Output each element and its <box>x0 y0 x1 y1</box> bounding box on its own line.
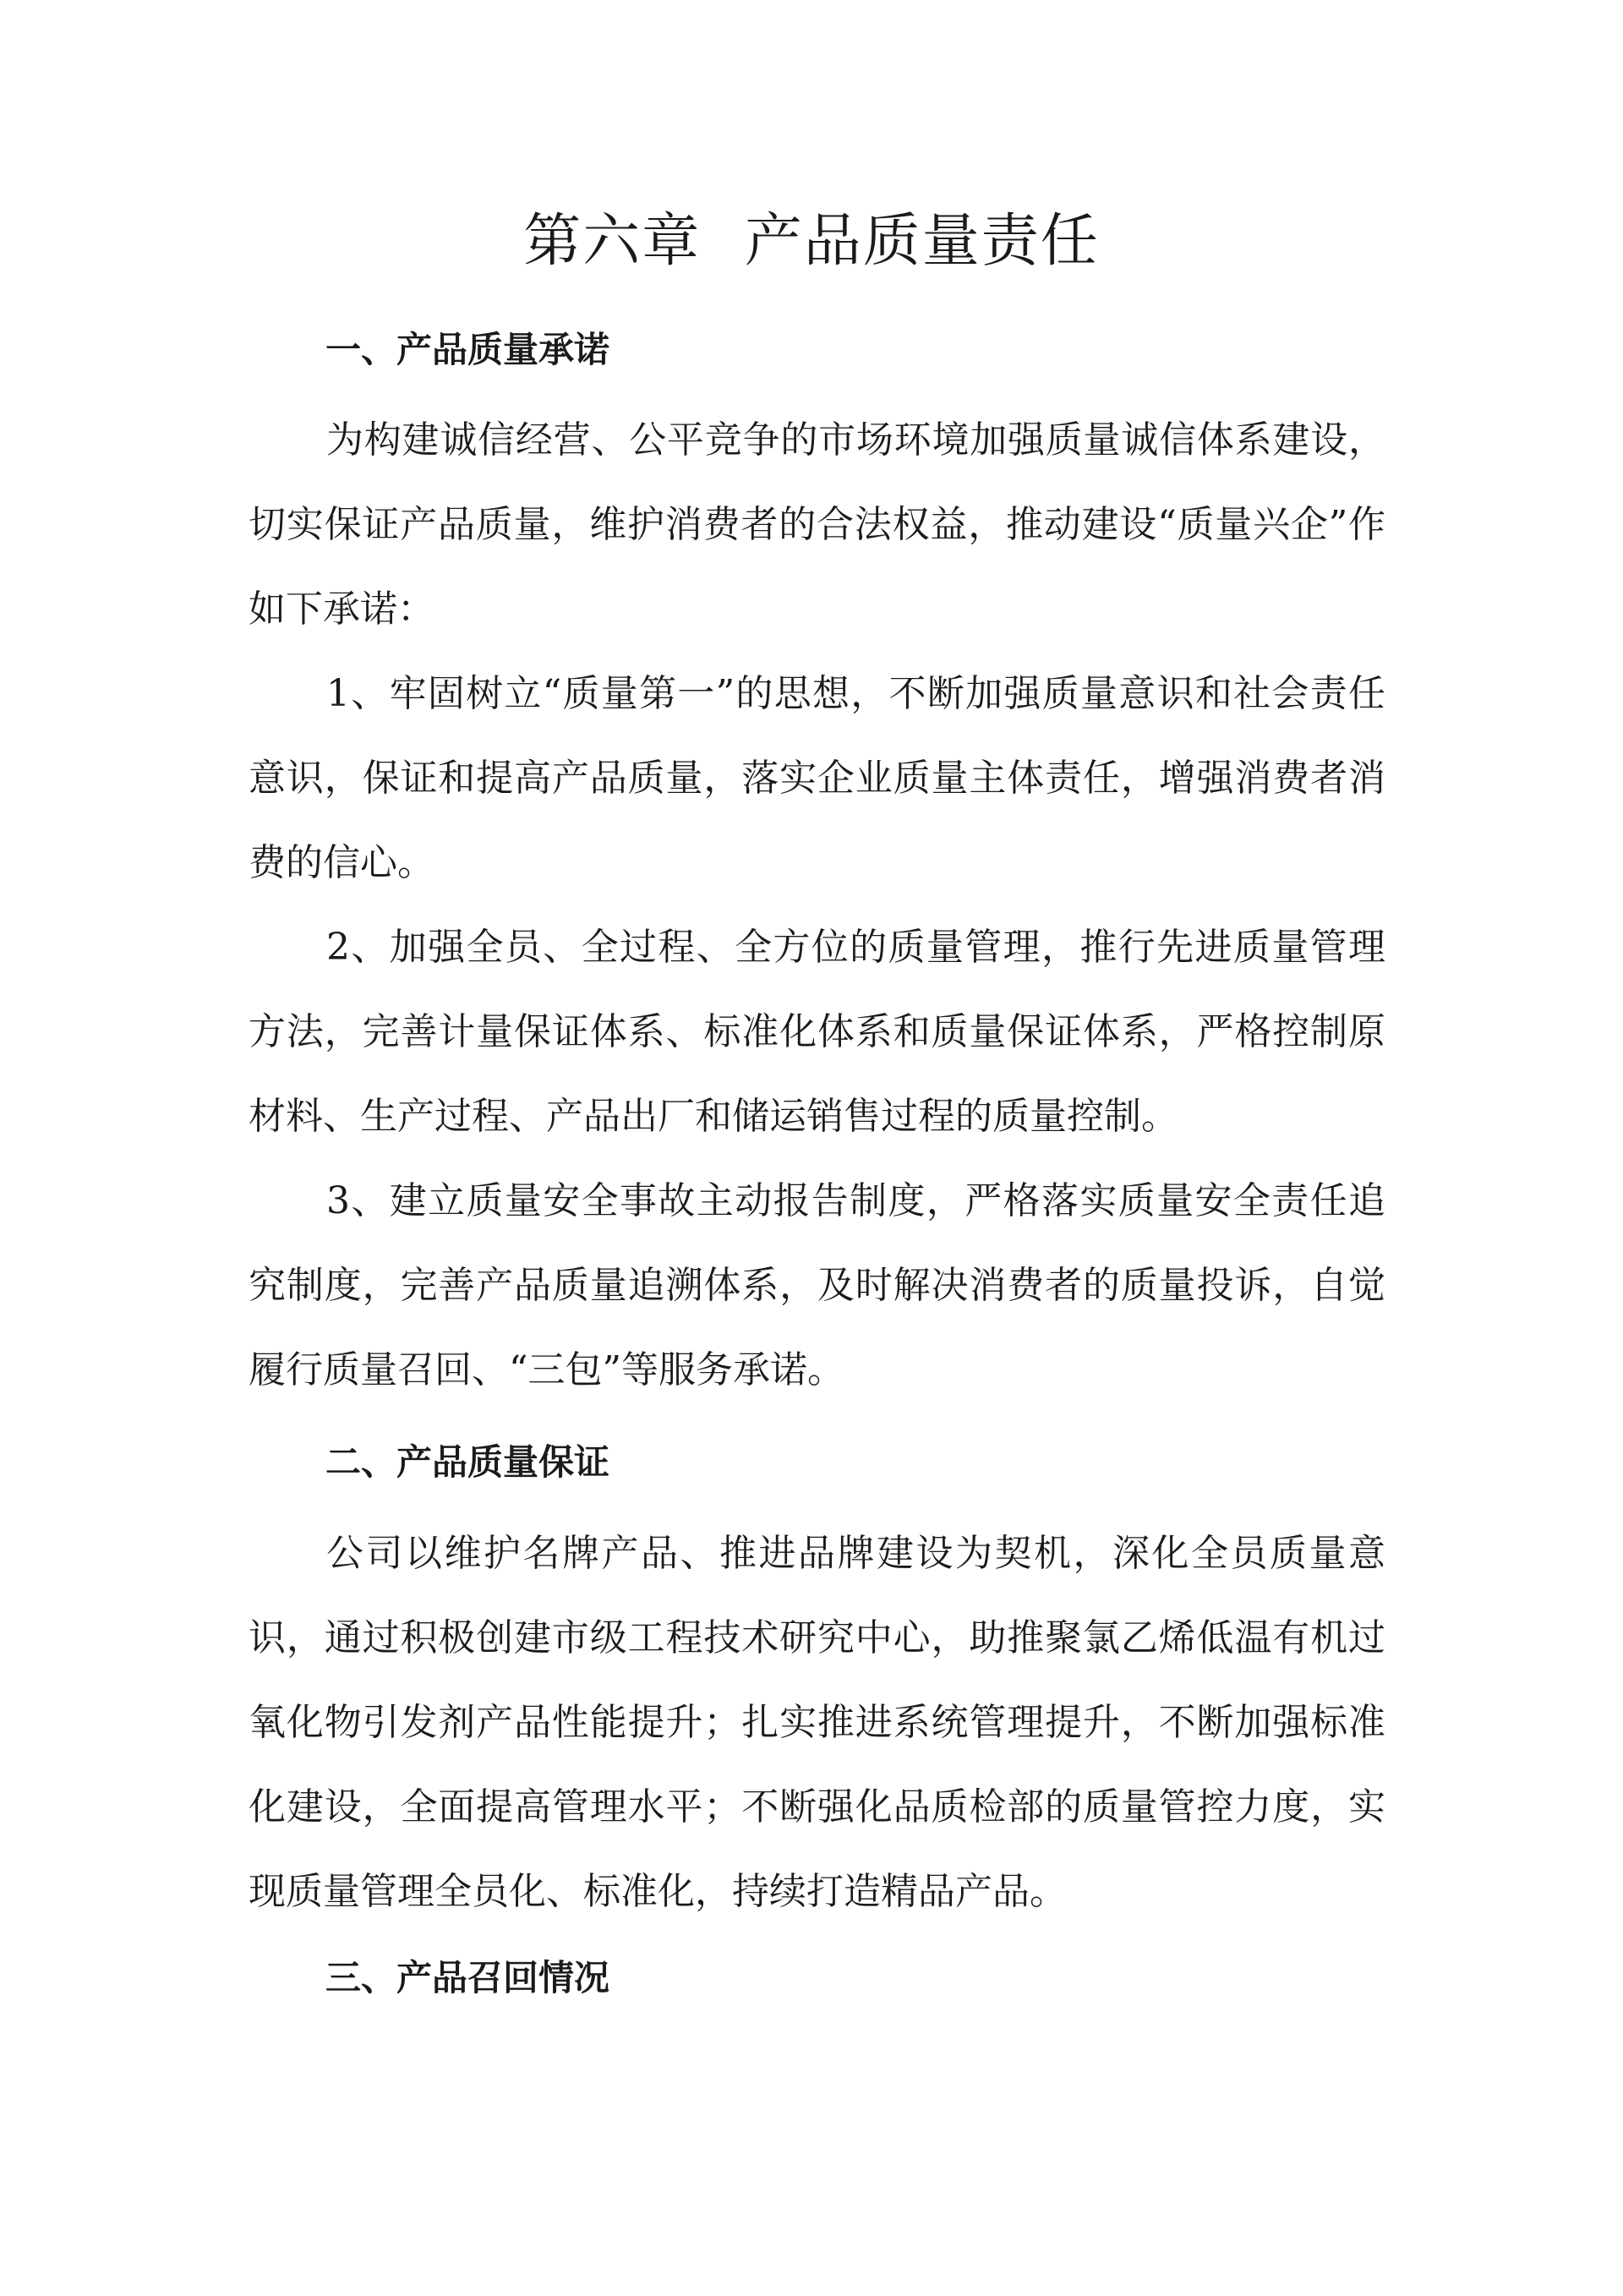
paragraph-commitment-intro: 为构建诚信经营、公平竞争的市场环境加强质量诚信体系建设，切实保证产品质量，维护消费者的合法权益，推动建设“质量兴企”作如下承诺： <box>249 418 1385 631</box>
paragraph-commitment-item-1: 1、牢固树立“质量第一”的思想，不断加强质量意识和社会责任意识，保证和提高产品质量，落实企业质量主体责任，增强消费者消费的信心。 <box>249 672 1385 884</box>
paragraph-quality-assurance: 公司以维护名牌产品、推进品牌建设为契机，深化全员质量意识，通过积极创建市级工程技术研究中心，助推聚氯乙烯低温有机过氧化物引发剂产品性能提升；扎实推进系统管理提升，不断加强标准化建设，全面提高管理水平；不断强化品质检部的质量管控力度，实现质量管理全员化、标准化，持续打造精品产品。 <box>249 1532 1385 1913</box>
paragraph-commitment-item-3: 3、建立质量安全事故主动报告制度，严格落实质量安全责任追究制度，完善产品质量追溯体系，及时解决消费者的质量投诉，自觉履行质量召回、“三包”等服务承诺。 <box>249 1179 1385 1391</box>
paragraph-commitment-item-2: 2、加强全员、全过程、全方位的质量管理，推行先进质量管理方法，完善计量保证体系、标准化体系和质量保证体系，严格控制原材料、生产过程、产品出厂和储运销售过程的质量控制。 <box>249 926 1385 1138</box>
section-heading-quality-commitment: 一、产品质量承诺 <box>325 329 610 370</box>
section-heading-product-recall: 三、产品召回情况 <box>325 1957 610 1998</box>
section-heading-quality-assurance: 二、产品质量保证 <box>325 1441 610 1483</box>
page-title: 第六章 产品质量责任 <box>523 208 1100 275</box>
